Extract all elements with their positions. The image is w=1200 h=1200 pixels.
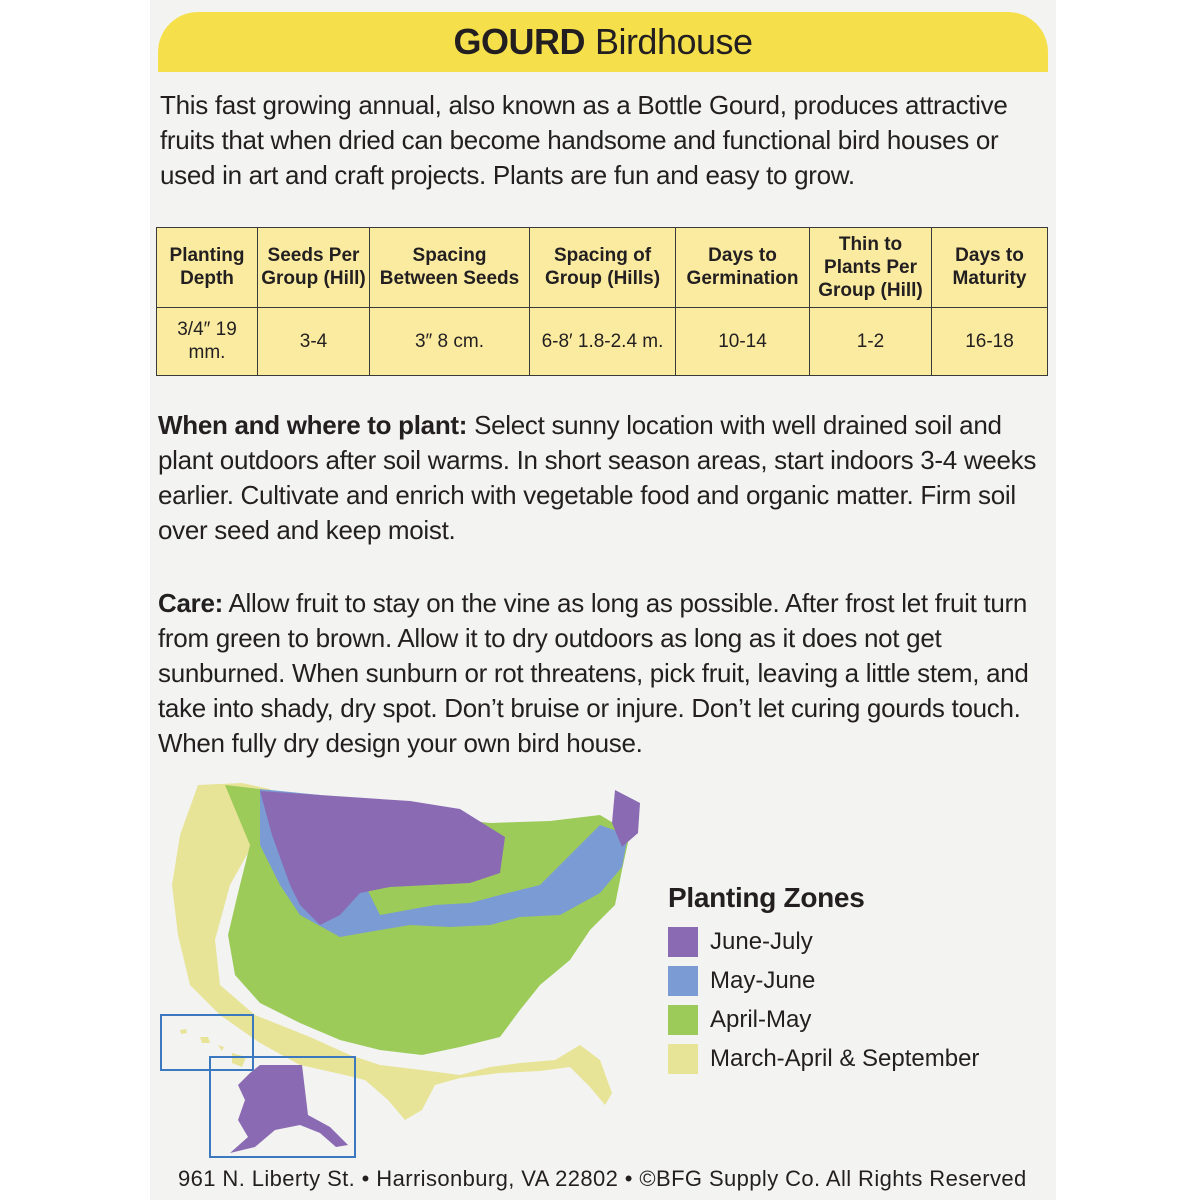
table-value-row (157, 307, 1048, 375)
title-banner (158, 12, 1048, 72)
intro-text: This fast growing annual, also known as a Bottle Gourd, produces attractive fruits that when dried can become handsome and functional bird houses or used in art and craft projects. Plants are fun and easy to grow. (160, 90, 1008, 190)
value-days-to-maturity: 16-18 (932, 307, 1048, 375)
header-spacing-of-group: Spacing of Group (Hills) (530, 228, 676, 308)
header-days-to-germination: Days to Germination (676, 228, 810, 308)
when-where-heading: When and where to plant: (158, 410, 468, 440)
planting-zones-map (160, 775, 650, 1160)
legend-title: Planting Zones (668, 882, 865, 913)
legend-label: March-April & September (710, 1044, 980, 1072)
legend-label: June-July (710, 927, 813, 955)
care-text: Allow fruit to stay on the vine as long as possible. After frost let fruit turn from green to brown. Allow it to dry outdoors as long as it does not get sunburned. When sunburn or rot threatens, pick fruit, leaving a little stem, and take into shady, dry spot. Don’t bruise or injure. Don’t let curing gourds touch. When fully dry design your own bird house. (158, 588, 1029, 758)
when-where-paragraph (158, 408, 1038, 548)
value-seeds-per-group: 3-4 (258, 307, 370, 375)
legend-swatch-green (668, 1005, 698, 1035)
header-days-to-maturity: Days to Maturity (932, 228, 1048, 308)
hawaii-islands (180, 1029, 246, 1067)
title-rest: Birdhouse (594, 21, 753, 62)
value-planting-depth: 3/4″ 19 mm. (157, 307, 258, 375)
title-bold: GOURD (453, 21, 585, 62)
legend-item (668, 1039, 979, 1078)
legend-label: April-May (710, 1005, 812, 1033)
legend-swatch-yellow (668, 1044, 698, 1074)
header-seeds-per-group: Seeds Per Group (Hill) (258, 228, 370, 308)
header-thin-to-plants: Thin to Plants Per Group (Hill) (810, 228, 932, 308)
header-spacing-between-seeds: Spacing Between Seeds (370, 228, 530, 308)
planting-zones-legend (668, 882, 979, 1078)
header-planting-depth: Planting Depth (157, 228, 258, 308)
care-paragraph (158, 586, 1038, 761)
value-thin-to-plants: 1-2 (810, 307, 932, 375)
legend-label: May-June (710, 966, 816, 994)
alaska-shape (230, 1065, 348, 1153)
legend-swatch-blue (668, 966, 698, 996)
planting-info-table (156, 227, 1048, 376)
legend-swatch-purple (668, 927, 698, 957)
footer-address: 961 N. Liberty St. • Harrisonburg, VA 22802 • ©BFG Supply Co. All Rights Reserved (178, 1166, 1027, 1191)
value-spacing-of-group: 6-8′ 1.8-2.4 m. (530, 307, 676, 375)
value-spacing-between-seeds: 3″ 8 cm. (370, 307, 530, 375)
legend-item (668, 1000, 979, 1039)
legend-item (668, 961, 979, 1000)
care-heading: Care: (158, 588, 223, 618)
when-where-text: Select sunny location with well drained soil and plant outdoors after soil warms. In short season areas, start indoors 3-4 weeks earlier. Cultivate and enrich with vegetable food and organic matter. Firm soil over seed and keep moist. (158, 410, 1037, 545)
table-header-row (157, 228, 1048, 308)
value-days-to-germination: 10-14 (676, 307, 810, 375)
legend-item (668, 922, 979, 961)
